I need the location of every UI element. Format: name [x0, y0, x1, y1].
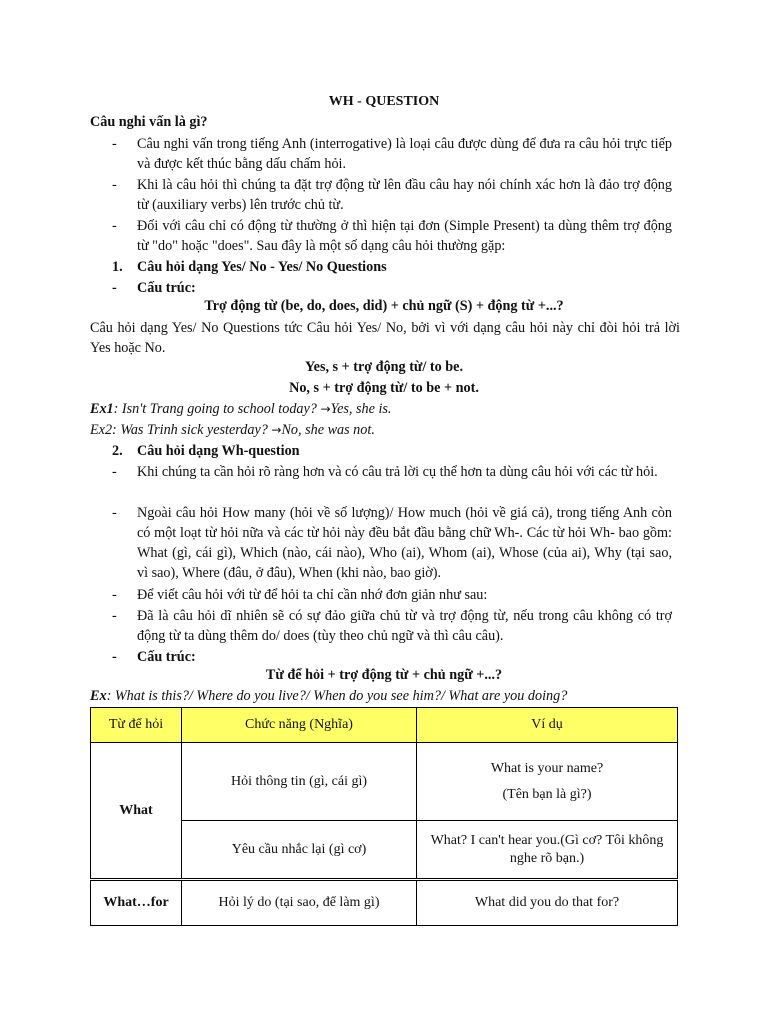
example-2 [90, 422, 690, 439]
section-title: Câu hỏi dạng Wh-question [137, 443, 300, 459]
question-word-cell: What…for [91, 880, 182, 926]
table-header-row [91, 708, 678, 743]
yes-answer-formula: Yes, s + trợ động từ/ to be. [304, 359, 464, 375]
table-header-cell: Ví dụ [417, 708, 678, 743]
intro-item-3 [112, 216, 672, 256]
table-header-cell: Từ để hỏi [91, 708, 182, 743]
no-answer-formula: No, s + trợ động từ/ to be + not. [289, 380, 479, 396]
bullet-dash: - [112, 649, 117, 665]
wh-item-2 [112, 503, 672, 583]
table-row [91, 880, 678, 926]
example-cell: What did you do that for? [417, 880, 678, 926]
bullet-dash: - [112, 177, 117, 193]
intro-item-text: Khi là câu hỏi thì chúng ta đặt trợ động từ lên đầu câu hay nói chính xác hơn là đảo trợ động từ (auxiliary verbs) lên trước chủ từ. [137, 177, 672, 213]
structure-label: Cấu trúc: [137, 649, 196, 665]
wh-item-4 [112, 606, 672, 646]
yes-no-formula: Trợ động từ (be, do, does, did) + chủ ngữ (S) + động từ +...? [204, 298, 564, 314]
wh-item-text: Ngoài câu hỏi How many (hỏi về số lượng)/ How much (hỏi về giá cả), trong tiếng Anh còn có một loạt từ hỏi nữa và các từ hỏi này đều bắt đầu bằng chữ Wh-. Các từ hỏi Wh- bao gồm: What (gì, cái gì), Which (nào, cái nào), Who (ai), Whom (ai), Whose (của ai), Why (tại sao, vì sao), Where (đâu, ở đâu), When (khi nào, bao giờ). [137, 505, 672, 581]
wh-table [90, 707, 678, 926]
bullet-dash: - [112, 464, 117, 480]
wh-formula: Từ để hỏi + trợ động từ + chủ ngữ +...? [265, 667, 503, 683]
function-cell: Hỏi lý do (tại sao, để làm gì) [182, 880, 417, 926]
question-word-cell: What [91, 743, 182, 880]
example-sentence: What is your name? [490, 760, 604, 776]
bullet-dash: - [112, 608, 117, 624]
intro-item-text: Câu nghi vấn trong tiếng Anh (interrogative) là loại câu được dùng để đưa ra câu hỏi trực tiếp và được kết thúc bằng dấu chấm hỏi. [137, 136, 672, 172]
wh-item-1 [112, 462, 672, 502]
bullet-dash: - [112, 136, 117, 152]
example-translation: (Tên bạn là gì?) [502, 786, 592, 802]
structure-label: Cấu trúc: [137, 280, 196, 296]
table-header-cell: Chức năng (Nghĩa) [182, 708, 417, 743]
table-row [91, 743, 678, 821]
example-answer: No, she was not. [281, 422, 375, 438]
example-label: Ex1 [90, 401, 114, 417]
example-text: Ex2: Was Trinh sick yesterday? [90, 422, 268, 438]
example-text: : Isn't Trang going to school today? [113, 401, 317, 417]
example-label: Ex [90, 688, 107, 704]
arrow-right-icon: → [320, 402, 331, 416]
wh-item-text: Đã là câu hỏi dĩ nhiên sẽ có sự đảo giữa chủ từ và trợ động từ, nếu trong câu không có trợ động từ ta dùng thêm do/ does (tùy theo chủ ngữ và thì câu câu). [137, 608, 672, 644]
example-1 [90, 401, 690, 418]
section-number: 1. [112, 259, 123, 275]
bullet-dash: - [112, 218, 117, 234]
example-cell [417, 743, 678, 821]
wh-item-text: Khi chúng ta cần hỏi rõ ràng hơn và có câu trả lời cụ thể hơn ta dùng câu hỏi với các từ hỏi. [137, 464, 658, 480]
example-text: : What is this?/ Where do you live?/ When do you see him?/ What are you doing? [106, 688, 568, 704]
wh-item-text: Để viết câu hỏi với từ để hỏi ta chỉ cần nhớ đơn giản như sau: [137, 587, 488, 603]
yes-no-paragraph: Câu hỏi dạng Yes/ No Questions tức Câu hỏi Yes/ No, bởi vì với dạng câu hỏi này chỉ đòi hỏi trả lời Yes hoặc No. [90, 320, 680, 356]
intro-item-2 [112, 175, 672, 215]
bullet-dash: - [112, 587, 117, 603]
example-answer: Yes, she is. [330, 401, 392, 417]
wh-example [90, 688, 690, 705]
page-title: WH - QUESTION [328, 94, 440, 109]
bullet-dash: - [112, 280, 117, 296]
section-number: 2. [112, 443, 123, 459]
function-cell: Yêu cầu nhắc lại (gì cơ) [182, 821, 417, 880]
section-title: Câu hỏi dạng Yes/ No - Yes/ No Questions [137, 259, 387, 275]
intro-heading: Câu nghi vấn là gì? [90, 114, 208, 130]
bullet-dash: - [112, 505, 117, 521]
example-cell: What? I can't hear you.(Gì cơ? Tôi không nghe rõ bạn.) [417, 821, 678, 880]
function-cell: Hỏi thông tin (gì, cái gì) [182, 743, 417, 821]
intro-item-text: Đối với câu chỉ có động từ thường ở thì hiện tại đơn (Simple Present) ta dùng thêm trợ động từ "do" hoặc "does". Sau đây là một số dạng câu hỏi thường gặp: [137, 218, 672, 254]
arrow-right-icon: → [271, 423, 282, 437]
intro-item-1 [112, 134, 672, 174]
